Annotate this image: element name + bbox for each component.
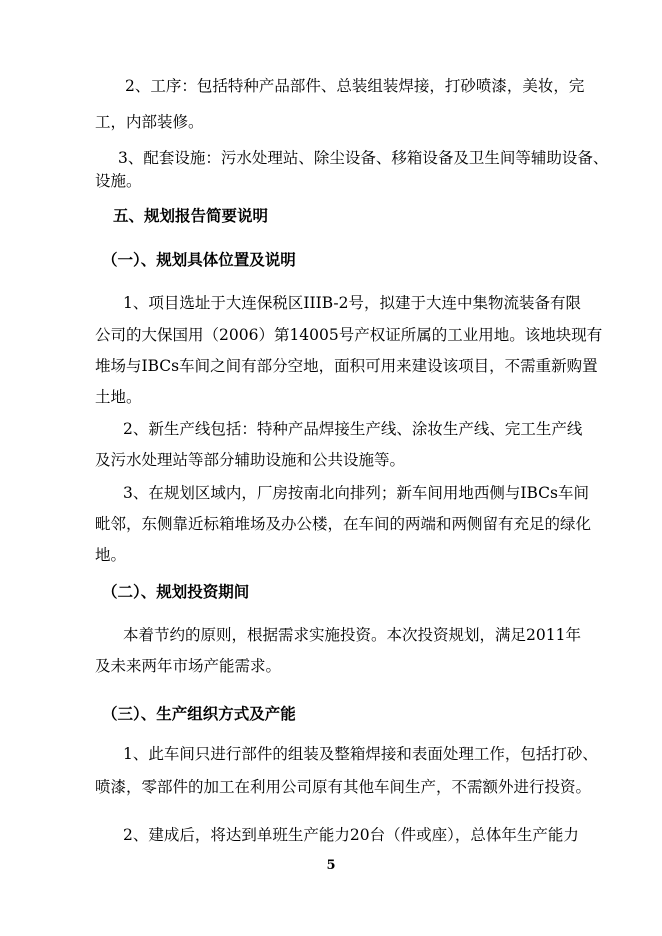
body-line: 本着节约的原则，根据需求实施投资。本次投资规划，满足2011年 xyxy=(123,626,581,644)
subsection-heading: （二）、规划投资期间 xyxy=(102,582,250,601)
body-line: 1、项目选址于大连保税区IIIB-2号，拟建于大连中集物流装备有限 xyxy=(123,294,582,312)
section-heading: 五、规划报告简要说明 xyxy=(113,206,269,225)
page-number: 5 xyxy=(326,858,336,873)
body-line: 堆场与IBCs车间之间有部分空地，面积可用来建设该项目，不需重新购置 xyxy=(95,357,598,375)
body-line: 1、此车间只进行部件的组装及整箱焊接和表面处理工作，包括打砂、 xyxy=(123,745,598,763)
body-line: 2、工序：包括特种产品部件、总装组装焊接，打砂喷漆，美妆，完 xyxy=(125,77,585,95)
subsection-heading: （一）、规划具体位置及说明 xyxy=(102,250,296,269)
body-line: 工，内部装修。 xyxy=(95,113,204,131)
body-line: 公司的大保国用（2006）第14005号产权证所属的工业用地。该地块现有 xyxy=(95,326,603,344)
body-line: 设施。 xyxy=(95,172,142,190)
body-line: 土地。 xyxy=(95,388,142,406)
body-line: 毗邻，东侧靠近标箱堆场及办公楼，在车间的两端和两侧留有充足的绿化 xyxy=(95,515,592,533)
subsection-heading: （三）、生产组织方式及产能 xyxy=(102,704,296,723)
body-line: 及污水处理站等部分辅助设施和公共设施等。 xyxy=(95,451,406,469)
body-line: 地。 xyxy=(95,546,127,564)
body-line: 2、新生产线包括：特种产品焊接生产线、涂妆生产线、完工生产线 xyxy=(123,420,583,438)
body-line: 3、配套设施：污水处理站、除尘设备、移箱设备及卫生间等辅助设备、 xyxy=(118,149,609,167)
body-line: 及未来两年市场产能需求。 xyxy=(95,657,282,675)
body-line: 2、建成后，将达到单班生产能力20台（件或座），总体年生产能力 xyxy=(123,826,579,844)
body-line: 喷漆，零部件的加工在利用公司原有其他车间生产，不需额外进行投资。 xyxy=(95,778,592,796)
body-line: 3、在规划区域内，厂房按南北向排列；新车间用地西侧与IBCs车间 xyxy=(123,484,589,502)
